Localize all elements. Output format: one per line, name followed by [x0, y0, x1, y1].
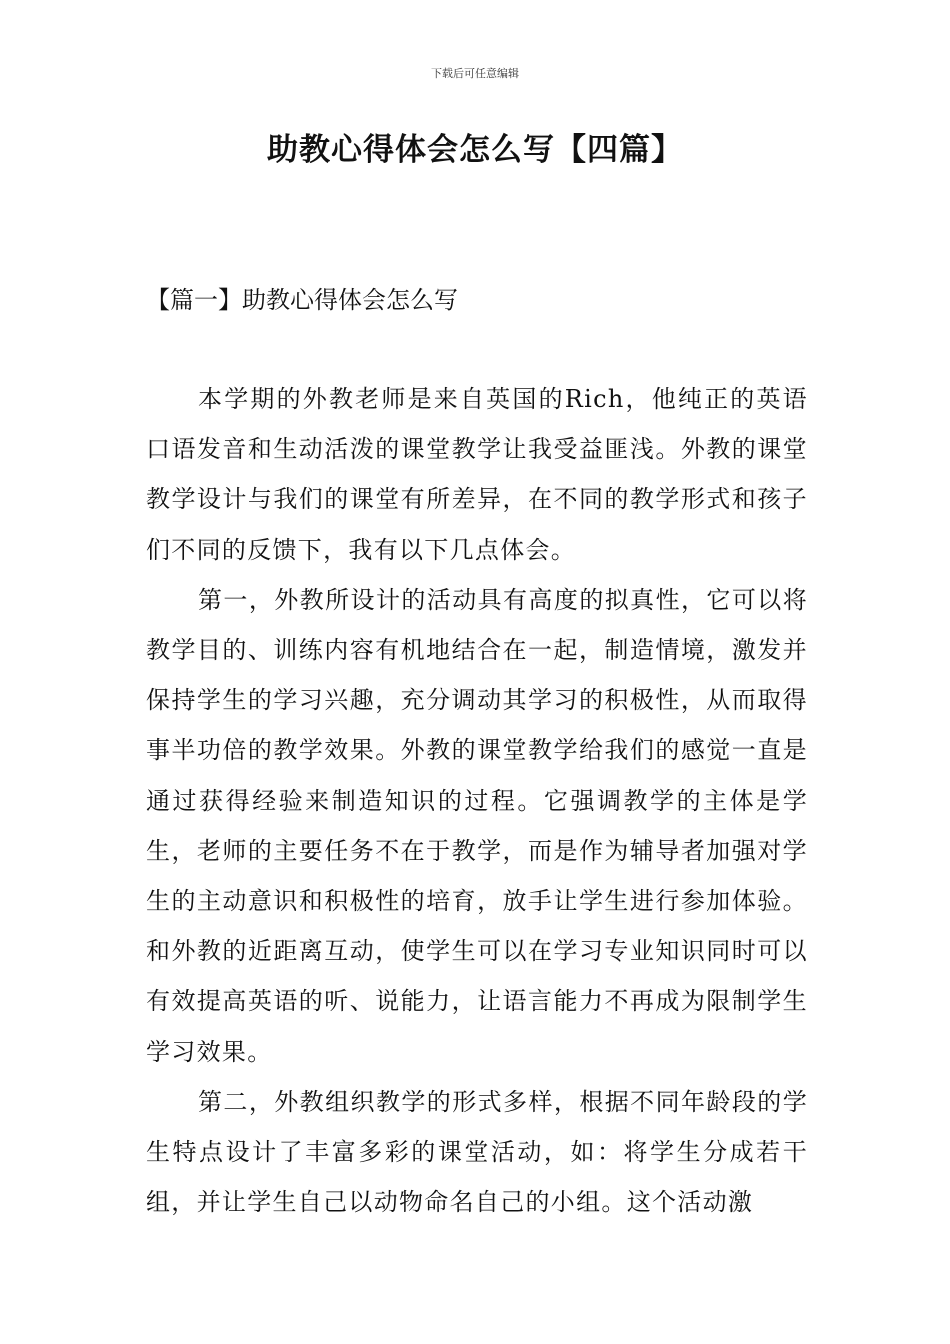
paragraph-2: 第一，外教所设计的活动具有高度的拟真性，它可以将教学目的、训练内容有机地结合在一起，制造情境，激发并保持学生的学习兴趣，充分调动其学习的积极性，从而取得事半功倍的教学效果。外教的课堂教学给我们的感觉一直是通过获得经验来制造知识的过程。它强调教学的主体是学生，老师的主要任务不在于教学，而是作为辅导者加强对学生的主动意识和积极性的培育，放手让学生进行参加体验。和外教的近距离互动，使学生可以在学习专业知识同时可以有效提高英语的听、说能力，让语言能力不再成为限制学生学习效果。: [146, 585, 808, 1066]
paragraph-1: 本学期的外教老师是来自英国的Rich，他纯正的英语口语发音和生动活泼的课堂教学让我受益匪浅。外教的课堂教学设计与我们的课堂有所差异，在不同的教学形式和孩子们不同的反馈下，我有以下几点体会。: [146, 385, 808, 564]
section-heading: 【篇一】助教心得体会怎么写: [146, 286, 458, 314]
paragraph-3: 第二，外教组织教学的形式多样，根据不同年龄段的学生特点设计了丰富多彩的课堂活动，如：将学生分成若干组，并让学生自己以动物命名自己的小组。这个活动激: [146, 1087, 808, 1217]
header-note: 下载后可任意编辑: [431, 67, 519, 80]
document-title: 助教心得体会怎么写【四篇】: [267, 132, 683, 168]
body-text: [146, 374, 808, 1234]
